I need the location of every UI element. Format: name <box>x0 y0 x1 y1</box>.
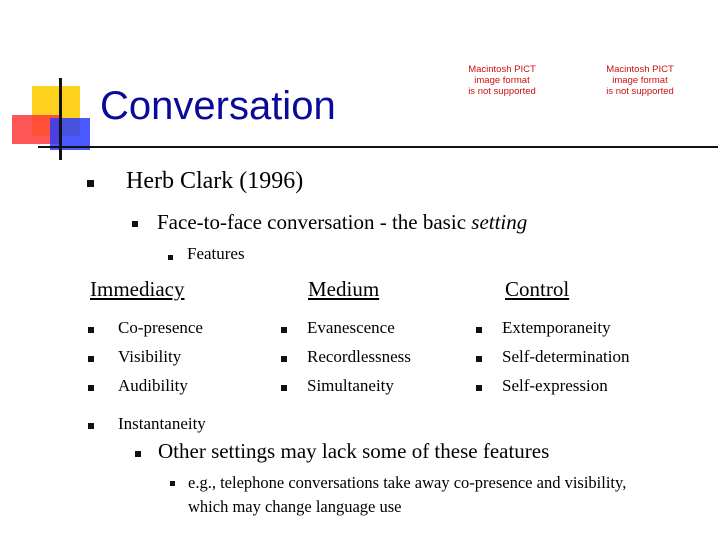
list-item-self-expression: Self-expression <box>502 376 608 395</box>
note-telephone-example: e.g., telephone conversations take away co-presence and visibility, which may change language use <box>188 473 627 516</box>
pict-placeholder-text <box>600 64 680 97</box>
pict-line-3: is not supported <box>606 86 674 97</box>
list-item-recordlessness: Recordlessness <box>307 347 411 366</box>
bullet-marker <box>88 423 94 429</box>
column-heading-control: Control <box>505 277 570 301</box>
bullet-marker <box>87 180 94 187</box>
bullet-setting-emphasis: setting <box>471 210 528 234</box>
list-item-co-presence: Co-presence <box>118 318 203 337</box>
pict-placeholder-text <box>462 64 542 97</box>
bullet-face-to-face <box>157 210 527 235</box>
pict-placeholder-right <box>600 64 680 97</box>
list-item-audibility: Audibility <box>118 376 188 395</box>
list-item-simultaneity: Simultaneity <box>307 376 394 395</box>
bullet-marker <box>88 385 94 391</box>
bullet-features: Features <box>187 244 245 263</box>
column-heading-immediacy: Immediacy <box>90 277 185 301</box>
pict-line-2: image format <box>612 75 668 86</box>
bullet-marker <box>88 327 94 333</box>
bullet-marker <box>132 221 138 227</box>
bullet-marker <box>168 255 173 260</box>
list-item-extemporaneity: Extemporaneity <box>502 318 611 337</box>
column-heading-medium: Medium <box>308 277 380 301</box>
note-other-settings: Other settings may lack some of these features <box>158 439 550 463</box>
bullet-marker <box>476 356 482 362</box>
bullet-marker <box>281 327 287 333</box>
bullet-marker <box>135 451 141 457</box>
pict-line-2: image format <box>474 75 530 86</box>
bullet-marker <box>88 356 94 362</box>
bullet-marker <box>281 356 287 362</box>
title-rule-line <box>38 146 718 148</box>
pict-line-3: is not supported <box>468 86 536 97</box>
list-item-visibility: Visibility <box>118 347 182 366</box>
list-item-self-determination: Self-determination <box>502 347 630 366</box>
list-item-instantaneity: Instantaneity <box>118 414 206 433</box>
list-item-evanescence: Evanescence <box>307 318 395 337</box>
bullet-face-to-face-text: Face-to-face conversation - the basic <box>157 210 472 234</box>
pict-line-1: Macintosh PICT <box>606 64 674 75</box>
bullet-marker <box>476 385 482 391</box>
bullet-marker <box>281 385 287 391</box>
slide-title: Conversation <box>100 84 336 128</box>
bullet-marker <box>476 327 482 333</box>
pict-placeholder-left <box>462 64 542 97</box>
bullet-herb-clark: Herb Clark (1996) <box>126 168 304 194</box>
bullet-marker <box>170 481 175 486</box>
pict-line-1: Macintosh PICT <box>468 64 536 75</box>
